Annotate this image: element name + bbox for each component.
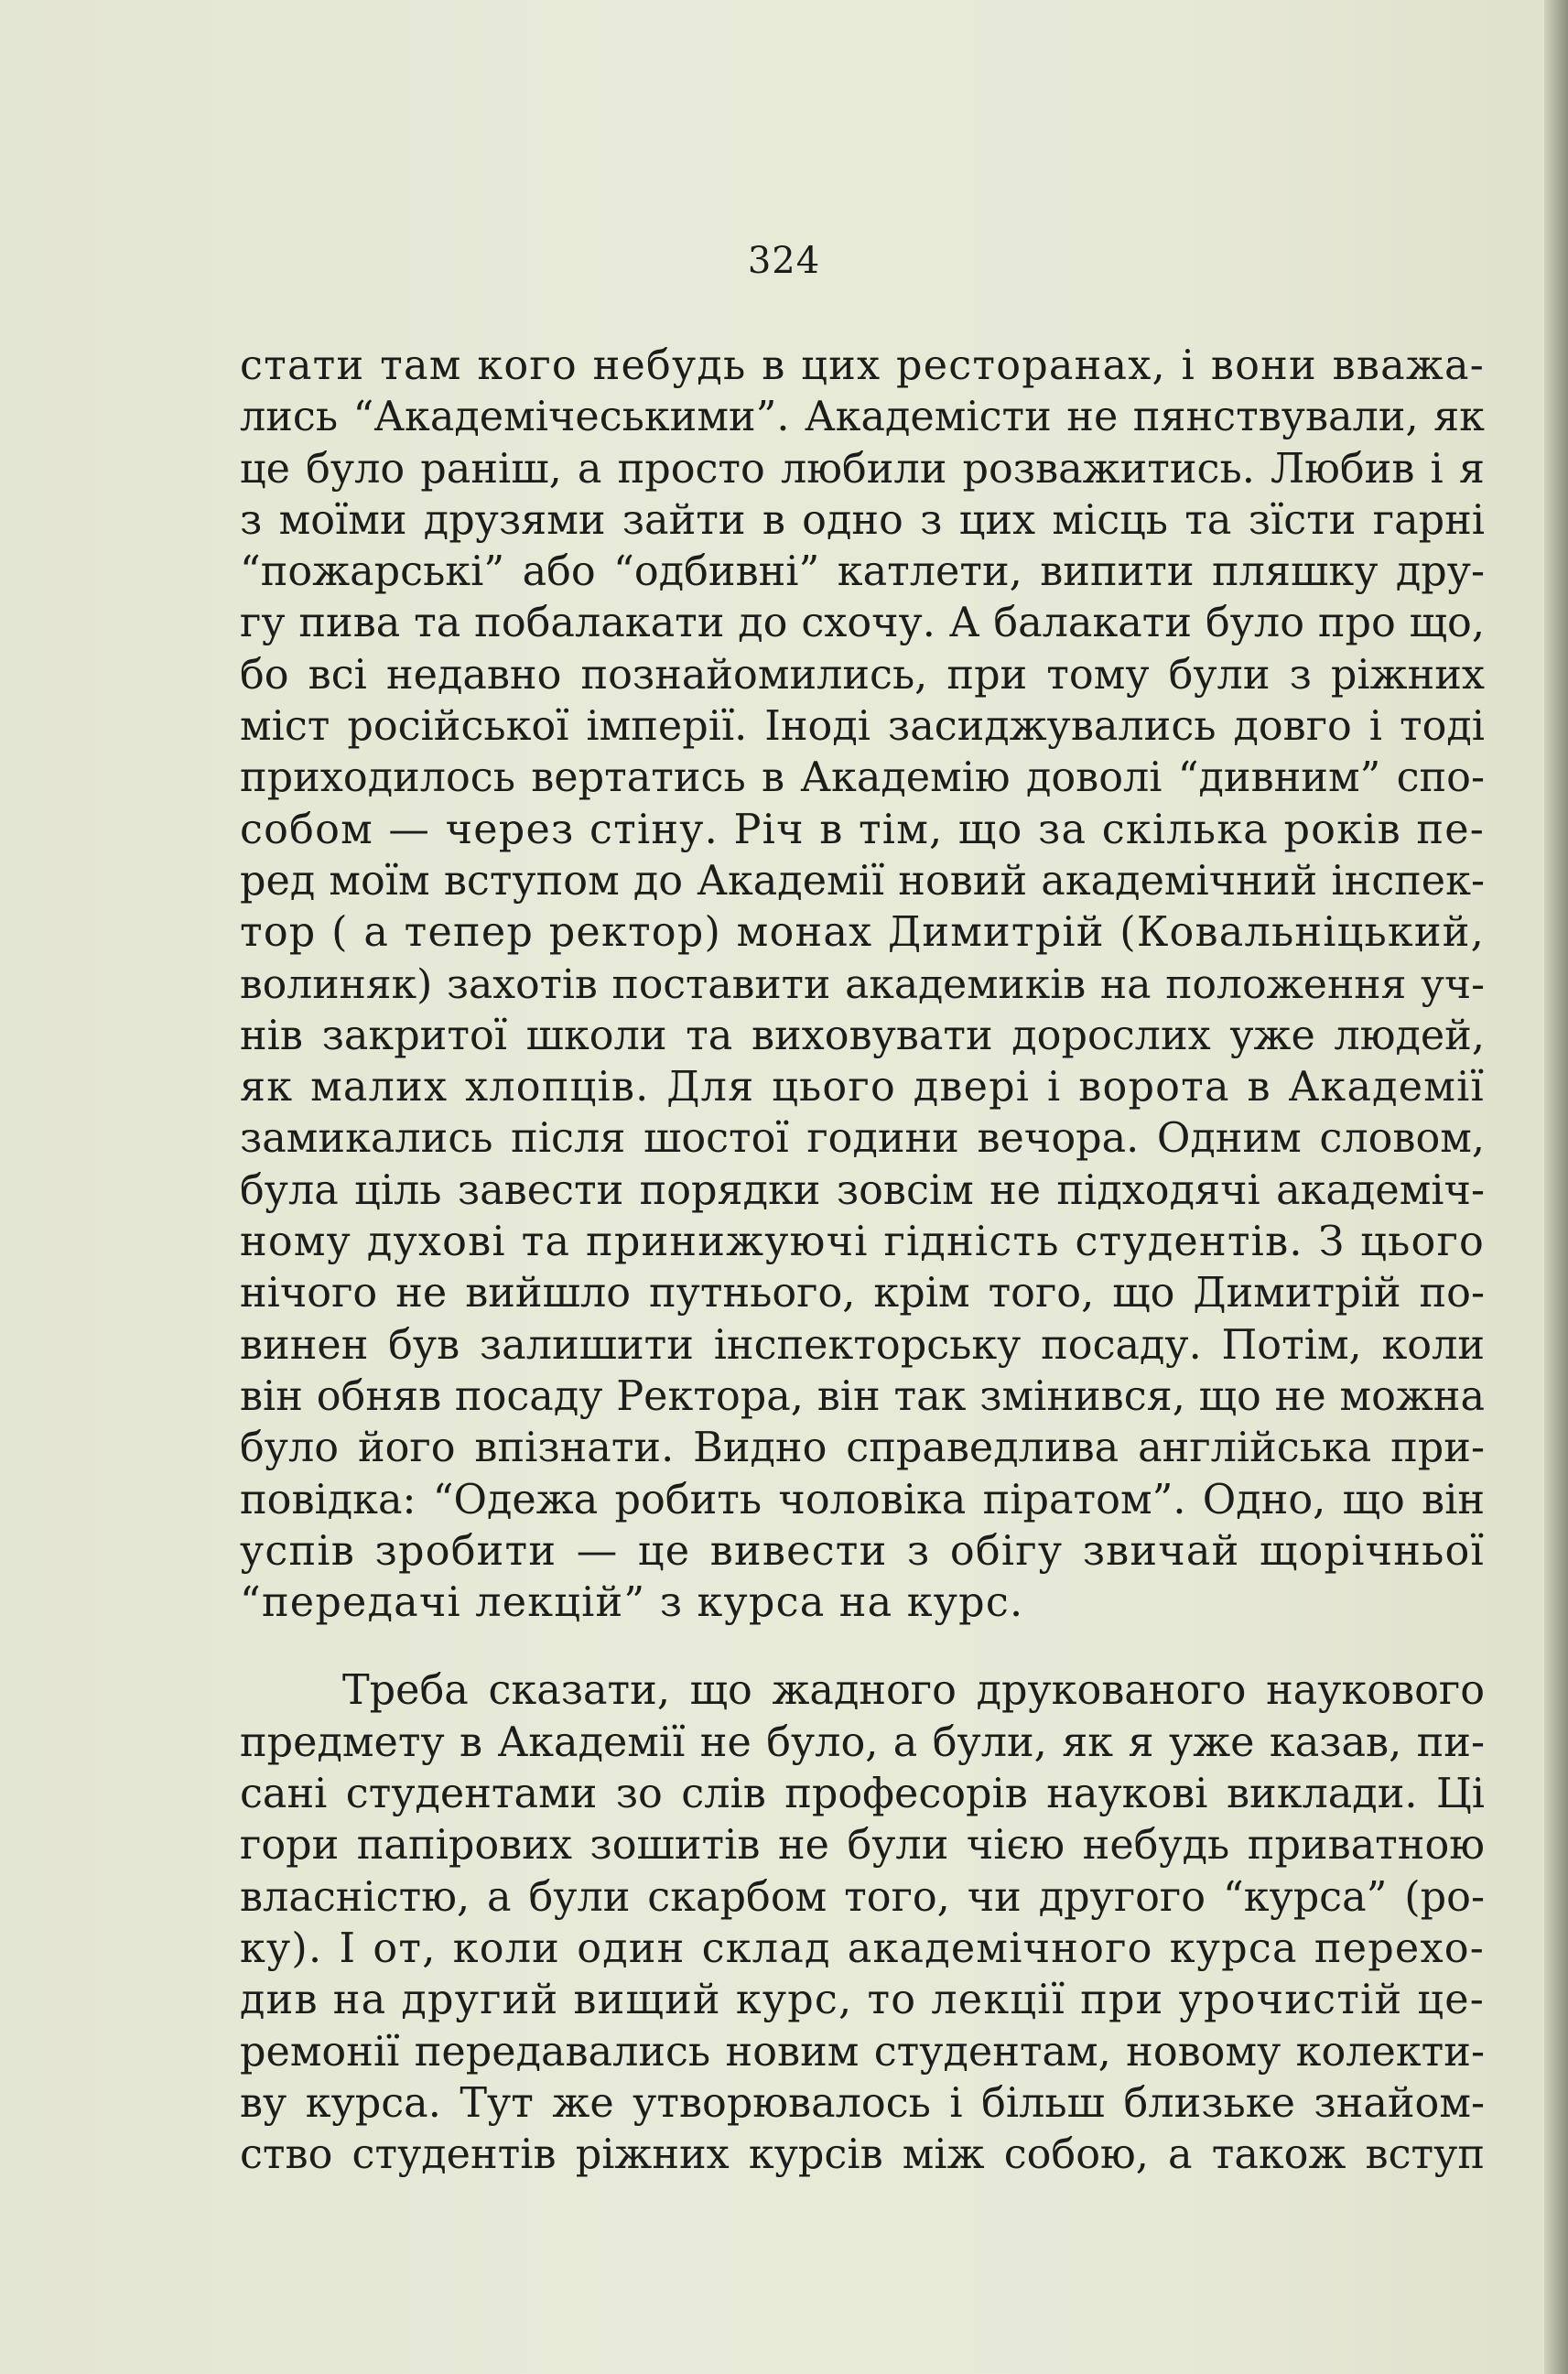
text-line: він обняв посаду Ректора, він так змінився, що не можна <box>240 1372 1485 1420</box>
paragraph-gap <box>240 1629 1485 1665</box>
text-line: стати там кого небудь в цих ресторанах, і вони вважа- <box>240 342 1485 389</box>
text-line: предмету в Академії не було, а були, як я уже казав, пи- <box>240 1718 1485 1766</box>
text-line: ку). І от, коли один склад академічного курса перехо- <box>240 1924 1485 1972</box>
text-line: замикались після шостої години вечора. Одним словом, <box>240 1115 1485 1163</box>
text-line: гу пива та побалакати до схочу. А балакати було про що, <box>240 600 1485 647</box>
text-line: бо всі недавно познайомились, при тому були з ріжних <box>240 651 1485 699</box>
text-line: винен був залишити інспекторську посаду. Потім, коли <box>240 1321 1485 1369</box>
text-line: ному духові та принижуючі гідність студентів. З цього <box>240 1219 1485 1266</box>
text-line: з моїми друзями зайти в одно з цих місць та зїсти гарні <box>240 496 1485 544</box>
text-line: була ціль завести порядки зовсім не підходячі академіч- <box>240 1166 1485 1214</box>
text-line: Треба сказати, що жадного друкованого наукового <box>342 1667 1485 1715</box>
paragraph-2 <box>240 1665 1485 2181</box>
text-line: волиняк) захотів поставити академиків на положення уч- <box>240 960 1485 1008</box>
page-number: 324 <box>747 240 821 282</box>
paragraph-1 <box>240 341 1485 1629</box>
text-line: нів закритої школи та виховувати дорослих уже людей, <box>240 1012 1485 1059</box>
text-line: було його впізнати. Видно справедлива англійська при- <box>240 1425 1485 1472</box>
text-line: власністю, а були скарбом того, чи другого “курса” (ро- <box>240 1873 1485 1921</box>
text-line: “пожарські” або “одбивні” катлети, випити пляшку дру- <box>240 548 1485 596</box>
text-line: це було раніш, а просто любили розважитись. Любив і я <box>240 445 1485 493</box>
text-line: міст російської імперії. Іноді засиджувались довго і тоді <box>240 703 1485 751</box>
text-line: як малих хлопців. Для цього двері і ворота в Академії <box>240 1064 1485 1111</box>
text-line: ву курса. Тут же утворювалось і більш близьке знайом- <box>240 2079 1485 2127</box>
text-line: ред моїм вступом до Академії новий академічний інспек- <box>240 857 1485 905</box>
text-line: нічого не вийшло путнього, крім того, що Димитрій по- <box>240 1270 1485 1317</box>
text-line: приходилось вертатись в Академію доволі “дивним” спо- <box>240 754 1485 802</box>
body-text <box>240 341 1485 2181</box>
text-line: тор ( а тепер ректор) монах Димитрій (Ковальніцький, <box>240 909 1485 957</box>
page-edge-shadow <box>1544 0 1568 2374</box>
text-line: “передачі лекцій” з курса на курс. <box>240 1579 1024 1627</box>
text-line: див на другий вищий курс, то лекції при урочистій це- <box>240 1977 1485 2024</box>
text-line: ство студентів ріжних курсів між собою, а також вступ <box>240 2131 1485 2179</box>
text-line: лись “Академічеськими”. Академісти не пянствували, як <box>240 394 1485 441</box>
text-line: собом — через стіну. Річ в тім, що за скілька років пе- <box>240 806 1485 853</box>
text-line: гори папірових зошитів не були чією небудь приватною <box>240 1822 1485 1870</box>
text-line: сані студентами зо слів професорів наукові виклади. Ці <box>240 1771 1485 1818</box>
text-line: успів зробити — це вивести з обігу звичай щорічньої <box>240 1527 1485 1575</box>
text-line: ремонії передавались новим студентам, новому колекти- <box>240 2028 1485 2076</box>
text-line: повідка: “Одежа робить чоловіка піратом”. Одно, що він <box>240 1476 1485 1523</box>
